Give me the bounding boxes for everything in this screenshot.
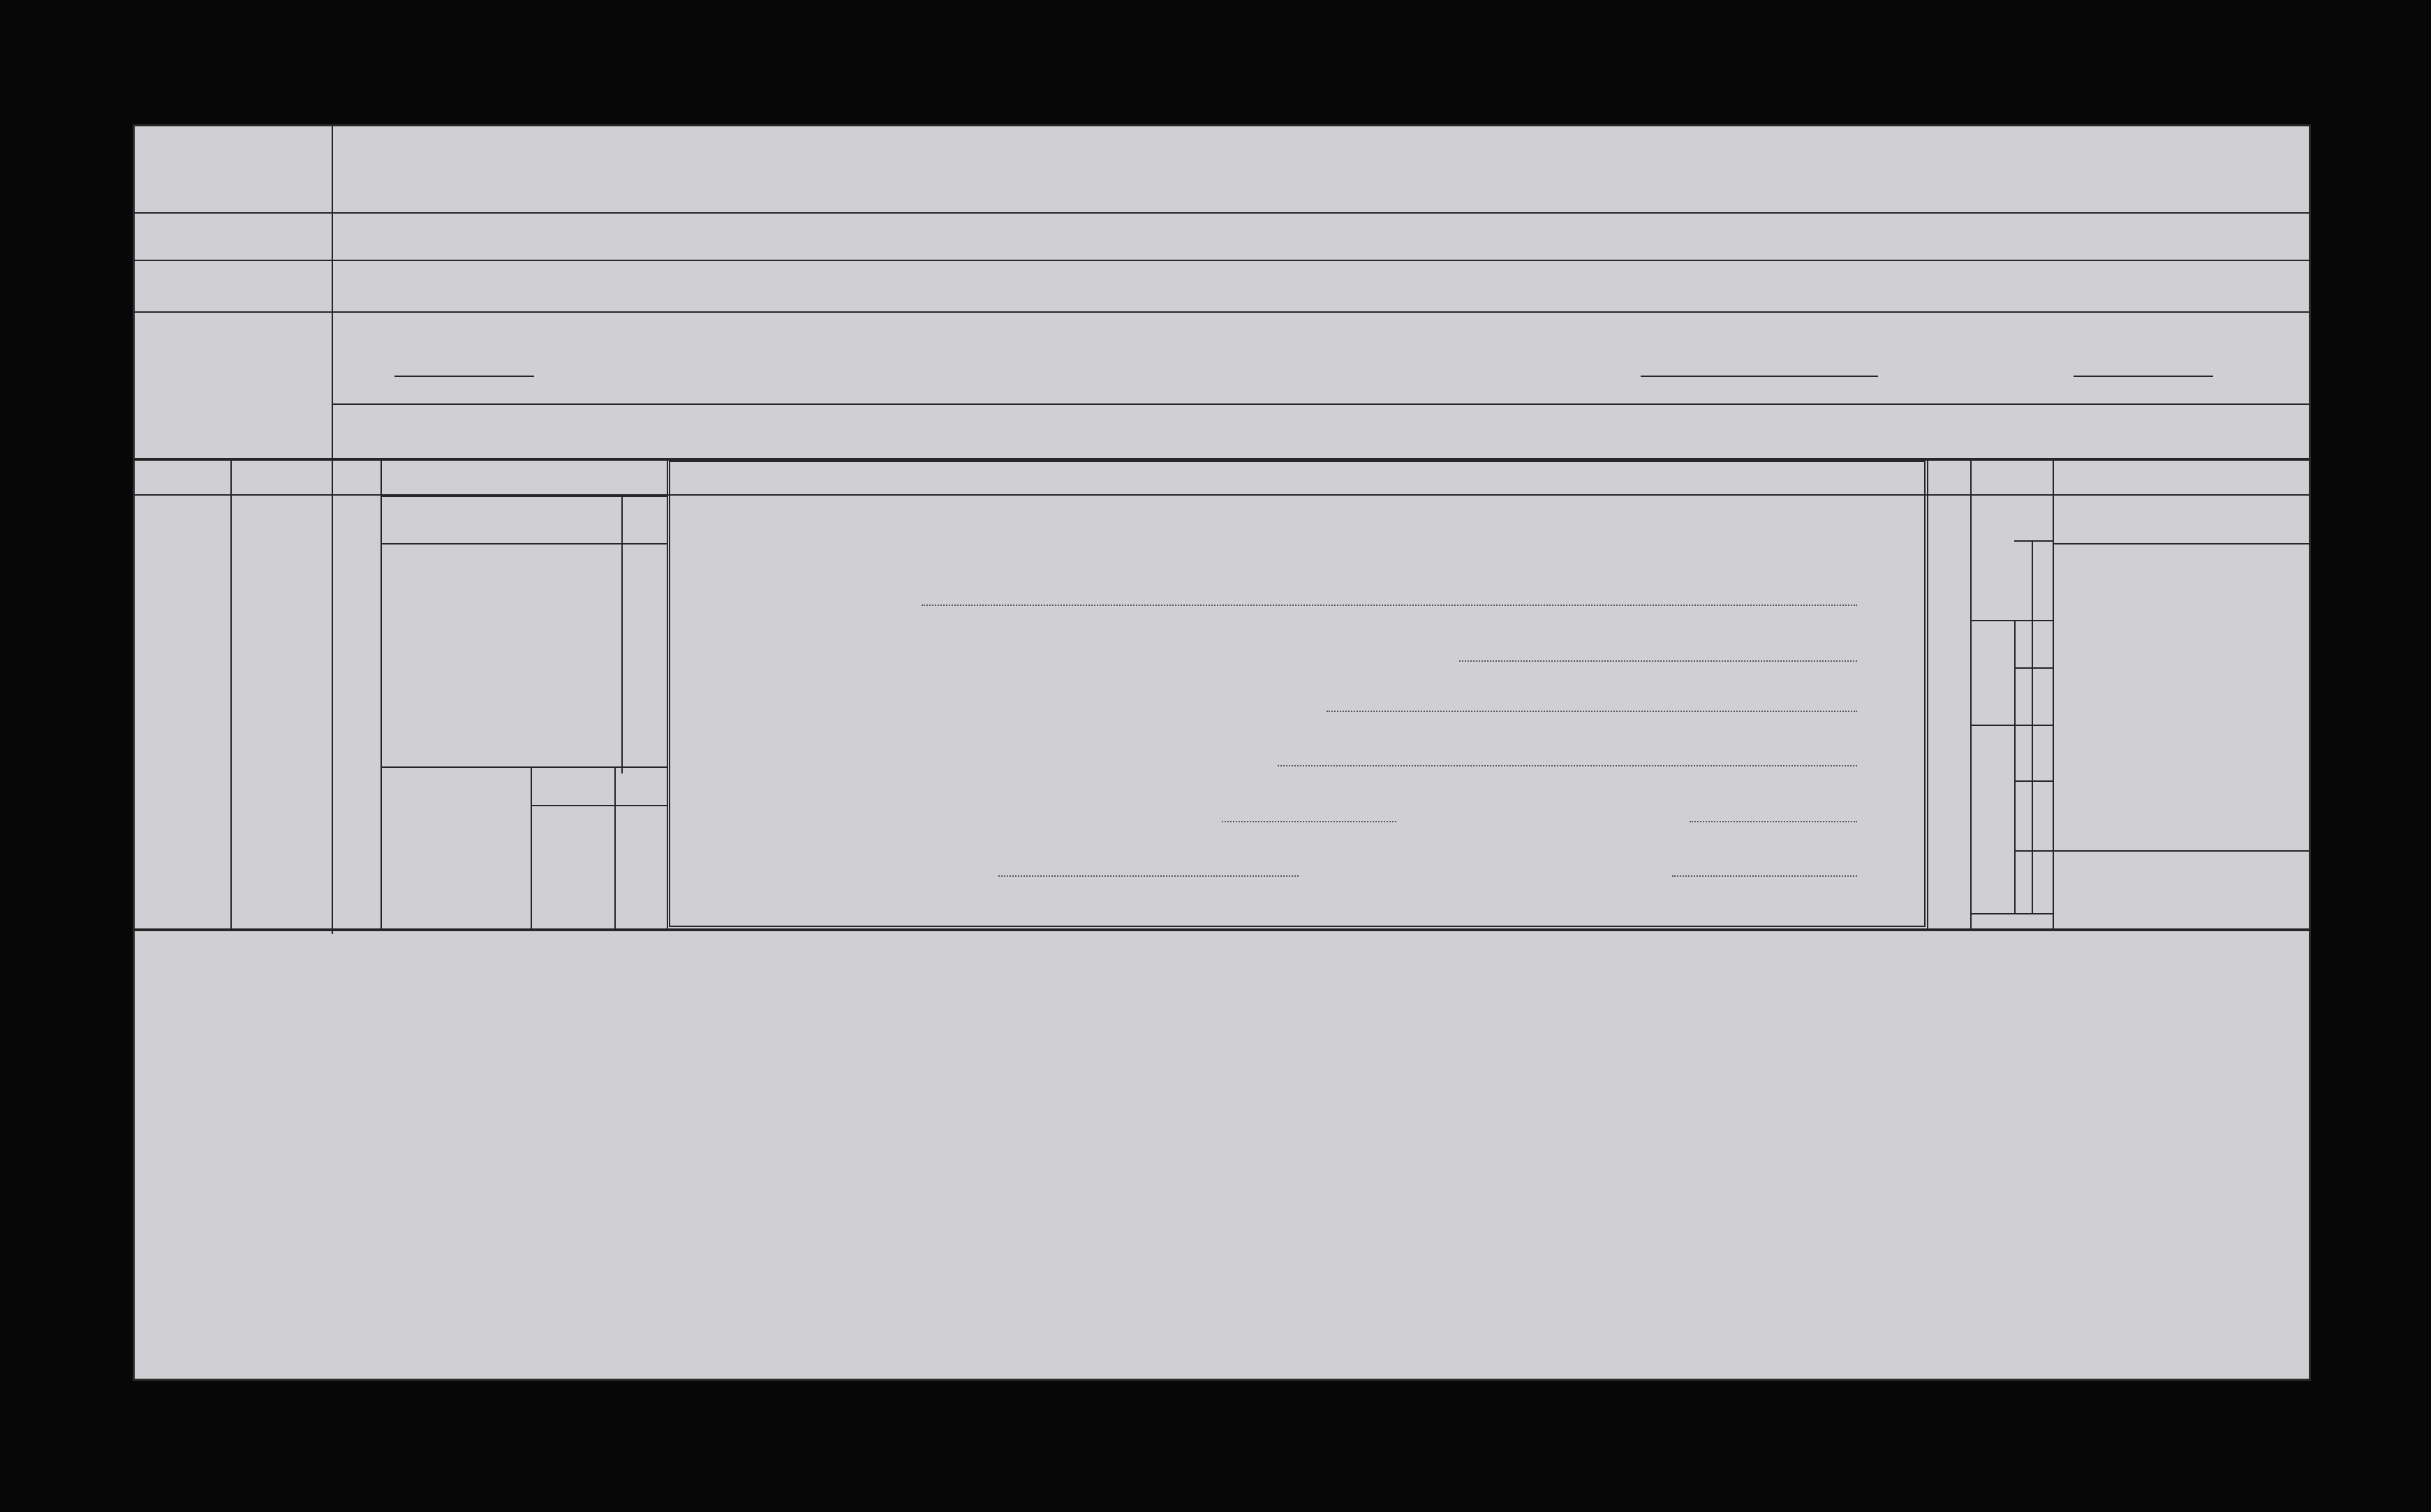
census-card bbox=[133, 124, 2311, 1381]
